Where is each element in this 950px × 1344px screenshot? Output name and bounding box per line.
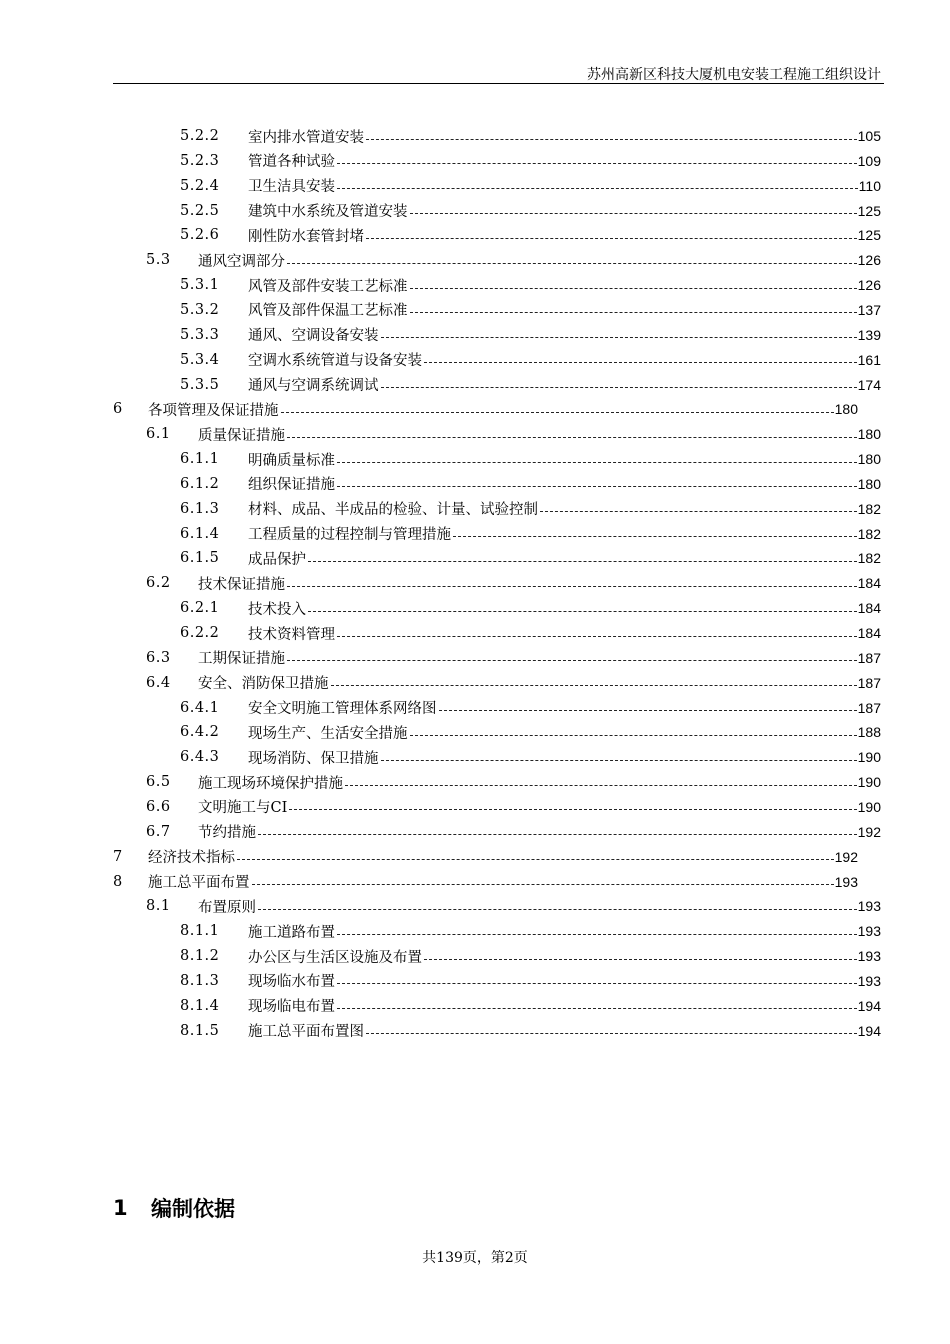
- toc-entry-title: 现场临电布置: [248, 999, 335, 1016]
- toc-dot-leader: [410, 312, 857, 313]
- toc-entry-title: 技术资料管理: [248, 626, 335, 643]
- toc-entry-number: 5.3.5: [180, 376, 220, 393]
- toc-entry[interactable]: [146, 894, 881, 918]
- toc-entry-number: 5.2.6: [180, 227, 220, 244]
- toc-entry[interactable]: [180, 199, 881, 223]
- toc-entry-page: 182: [857, 500, 881, 517]
- toc-dot-leader: [337, 486, 857, 487]
- toc-entry-page: 193: [857, 948, 881, 965]
- toc-entry-title: 质量保证措施: [198, 427, 285, 444]
- toc-entry-page: 180: [857, 475, 881, 492]
- toc-entry[interactable]: [180, 944, 881, 968]
- toc-entry-title: 通风空调部分: [198, 253, 285, 270]
- toc-entry-number: 6.2.1: [180, 600, 220, 617]
- toc-entry-title: 施工总平面布置图: [248, 1024, 364, 1041]
- toc-entry-number: 8.1.1: [180, 923, 220, 940]
- toc-entry-title: 安全文明施工管理体系网络图: [248, 701, 437, 718]
- toc-entry-page: 193: [857, 898, 881, 915]
- toc-entry-number: 8.1: [146, 898, 171, 915]
- toc-entry[interactable]: [180, 273, 881, 297]
- toc-entry-title: 通风、空调设备安装: [248, 328, 379, 345]
- toc-entry[interactable]: [180, 323, 881, 347]
- section-title: 编制依据: [151, 1197, 235, 1221]
- toc-entry-page: 187: [857, 674, 881, 691]
- toc-entry-title: 文明施工与CI: [198, 800, 288, 817]
- toc-entry-page: 125: [857, 202, 881, 219]
- toc-entry-page: 190: [857, 749, 881, 766]
- toc-entry-number: 6.2: [146, 575, 171, 592]
- toc-entry-title: 管道各种试验: [248, 154, 335, 171]
- toc-entry-page: 187: [857, 699, 881, 716]
- header-divider: [113, 83, 884, 84]
- toc-entry-title: 工期保证措施: [198, 651, 285, 668]
- toc-entry[interactable]: [180, 745, 881, 769]
- toc-entry[interactable]: [180, 596, 881, 620]
- toc-entry[interactable]: [180, 447, 881, 471]
- toc-entry-title: 空调水系统管道与设备安装: [248, 353, 422, 370]
- toc-entry-page: 190: [857, 798, 881, 815]
- toc-entry[interactable]: [180, 546, 881, 570]
- toc-dot-leader: [366, 139, 857, 140]
- toc-dot-leader: [287, 660, 857, 661]
- toc-entry-title: 工程质量的过程控制与管理措施: [248, 527, 451, 544]
- toc-entry-number: 5.3: [146, 252, 171, 269]
- toc-entry[interactable]: [146, 770, 881, 794]
- toc-entry[interactable]: [146, 820, 881, 844]
- toc-entry-number: 6.2.2: [180, 625, 220, 641]
- section-heading: [113, 1193, 235, 1223]
- toc-dot-leader: [287, 586, 857, 587]
- toc-entry[interactable]: [180, 223, 881, 247]
- toc-entry-title: 各项管理及保证措施: [148, 402, 279, 419]
- toc-entry-title: 成品保护: [248, 551, 306, 568]
- toc-entry[interactable]: [113, 845, 858, 869]
- toc-entry-number: 6.1.2: [180, 475, 220, 492]
- toc-entry-page: 182: [857, 550, 881, 567]
- toc-entry-title: 安全、消防保卫措施: [198, 676, 329, 693]
- toc-entry-number: 6.4.1: [180, 699, 220, 716]
- section-number: 1: [113, 1196, 128, 1220]
- toc-entry-title: 组织保证措施: [248, 477, 335, 494]
- toc-entry-page: 137: [857, 301, 881, 318]
- toc-entry-page: 187: [857, 649, 881, 666]
- toc-entry[interactable]: [113, 397, 858, 421]
- toc-entry[interactable]: [146, 571, 881, 595]
- toc-entry[interactable]: [180, 124, 881, 148]
- toc-entry-page: 192: [857, 823, 881, 840]
- toc-entry-number: 7: [113, 848, 123, 865]
- toc-entry-page: 180: [857, 426, 881, 443]
- toc-entry-title: 施工现场环境保护措施: [198, 775, 343, 792]
- toc-entry-number: 6.4.2: [180, 724, 220, 741]
- toc-entry-number: 5.2.2: [180, 128, 220, 144]
- toc-dot-leader: [410, 288, 857, 289]
- toc-entry-number: 6: [113, 401, 123, 418]
- toc-entry[interactable]: [180, 994, 881, 1018]
- toc-entry[interactable]: [180, 373, 881, 397]
- toc-entry-title: 明确质量标准: [248, 452, 335, 469]
- toc-dot-leader: [337, 163, 857, 164]
- toc-entry[interactable]: [180, 720, 881, 744]
- toc-entry[interactable]: [146, 795, 881, 819]
- toc-dot-leader: [424, 959, 857, 960]
- toc-dot-leader: [439, 710, 857, 711]
- toc-entry[interactable]: [180, 969, 881, 993]
- toc-entry-page: 126: [857, 277, 881, 294]
- toc-entry-number: 8.1.4: [180, 997, 220, 1014]
- toc-dot-leader: [410, 213, 857, 214]
- toc-entry-number: 6.1.5: [180, 550, 220, 567]
- toc-dot-leader: [331, 685, 857, 686]
- toc-entry[interactable]: [146, 671, 881, 695]
- toc-entry[interactable]: [146, 646, 881, 670]
- toc-entry-number: 8: [113, 873, 123, 890]
- toc-entry-number: 6.1.4: [180, 525, 220, 542]
- toc-dot-leader: [540, 511, 857, 512]
- toc-entry[interactable]: [180, 919, 881, 943]
- toc-entry-page: 126: [857, 252, 881, 269]
- toc-entry-page: 193: [857, 923, 881, 940]
- toc-entry-title: 办公区与生活区设施及布置: [248, 949, 422, 966]
- toc-entry[interactable]: [180, 348, 881, 372]
- toc-entry-number: 8.1.5: [180, 1022, 220, 1039]
- toc-dot-leader: [237, 859, 834, 860]
- toc-dot-leader: [281, 412, 834, 413]
- toc-entry-title: 节约措施: [198, 825, 256, 842]
- toc-entry[interactable]: [180, 174, 881, 198]
- toc-dot-leader: [345, 785, 857, 786]
- toc-entry-number: 5.2.4: [180, 177, 220, 194]
- toc-entry-number: 8.1.2: [180, 948, 220, 965]
- toc-entry-page: 110: [858, 177, 881, 194]
- toc-entry-page: 194: [857, 1022, 881, 1039]
- toc-entry-title: 室内排水管道安装: [248, 129, 364, 146]
- toc-entry-page: 174: [857, 376, 881, 393]
- toc-entry-page: 182: [857, 525, 881, 542]
- toc-entry-number: 6.1.1: [180, 451, 220, 468]
- toc-entry-title: 施工道路布置: [248, 924, 335, 941]
- toc-dot-leader: [308, 611, 857, 612]
- toc-entry-title: 建筑中水系统及管道安装: [248, 204, 408, 221]
- toc-entry-page: 190: [857, 774, 881, 791]
- toc-entry-page: 161: [857, 351, 881, 368]
- toc-entry-title: 风管及部件安装工艺标准: [248, 278, 408, 295]
- toc-entry-page: 184: [857, 575, 881, 592]
- toc-entry[interactable]: [146, 422, 881, 446]
- toc-entry-number: 6.4: [146, 674, 171, 691]
- toc-entry-number: 6.1: [146, 426, 171, 443]
- toc-entry-title: 技术投入: [248, 601, 306, 618]
- toc-entry-page: 109: [857, 152, 881, 169]
- toc-dot-leader: [289, 809, 856, 810]
- toc-dot-leader: [453, 536, 857, 537]
- toc-entry-title: 刚性防水套管封堵: [248, 228, 364, 245]
- toc-dot-leader: [337, 1008, 857, 1009]
- toc-entry-page: 180: [857, 451, 881, 468]
- toc-entry-title: 材料、成品、半成品的检验、计量、试验控制: [248, 502, 538, 519]
- toc-entry-number: 6.6: [146, 798, 171, 815]
- toc-entry-title: 风管及部件保温工艺标准: [248, 303, 408, 320]
- toc-entry-title: 现场临水布置: [248, 974, 335, 991]
- toc-dot-leader: [337, 934, 857, 935]
- toc-entry-page: 193: [834, 873, 858, 890]
- toc-entry-page: 194: [857, 997, 881, 1014]
- toc-entry-number: 6.5: [146, 774, 171, 791]
- toc-entry[interactable]: [180, 696, 881, 720]
- toc-entry-page: 193: [857, 972, 881, 989]
- header-title: 苏州高新区科技大厦机电安装工程施工组织设计: [587, 67, 881, 83]
- toc-entry-title: 通风与空调系统调试: [248, 378, 379, 394]
- toc-entry-page: 188: [857, 724, 881, 741]
- toc-entry[interactable]: [180, 298, 881, 322]
- toc-entry-title: 卫生洁具安装: [248, 179, 335, 196]
- toc-entry-page: 184: [857, 625, 881, 641]
- toc-entry-title: 布置原则: [198, 899, 256, 916]
- toc-dot-leader: [337, 636, 857, 637]
- toc-dot-leader: [366, 238, 857, 239]
- toc-dot-leader: [381, 760, 857, 761]
- toc-dot-leader: [381, 337, 857, 338]
- toc-entry[interactable]: [180, 522, 881, 546]
- page-footer: 共139页，第2页: [422, 1250, 528, 1266]
- toc-entry-number: 5.2.3: [180, 152, 220, 169]
- toc-entry-page: 105: [857, 128, 881, 144]
- toc-dot-leader: [258, 909, 857, 910]
- toc-entry-number: 5.3.3: [180, 326, 220, 343]
- toc-entry[interactable]: [180, 621, 881, 645]
- toc-entry-page: 192: [834, 848, 858, 865]
- toc-entry-title: 经济技术指标: [148, 850, 235, 867]
- toc-dot-leader: [410, 735, 857, 736]
- toc-entry-number: 6.7: [146, 823, 171, 840]
- toc-entry-page: 125: [857, 227, 881, 244]
- toc-entry[interactable]: [180, 149, 881, 173]
- toc-dot-leader: [308, 561, 857, 562]
- toc-entry[interactable]: [180, 1019, 881, 1043]
- toc-dot-leader: [258, 834, 857, 835]
- toc-dot-leader: [381, 387, 857, 388]
- toc-entry-number: 6.1.3: [180, 500, 220, 517]
- toc-entry-number: 8.1.3: [180, 972, 220, 989]
- toc-dot-leader: [337, 462, 857, 463]
- toc-dot-leader: [287, 263, 857, 264]
- toc-entry-number: 6.3: [146, 649, 171, 666]
- toc-dot-leader: [252, 884, 834, 885]
- toc-entry-title: 现场消防、保卫措施: [248, 750, 379, 767]
- toc-entry[interactable]: [146, 248, 881, 272]
- toc-entry-number: 5.3.4: [180, 351, 220, 368]
- toc-entry-title: 现场生产、生活安全措施: [248, 725, 408, 742]
- toc-entry-number: 5.3.2: [180, 301, 220, 318]
- toc-entry[interactable]: [180, 497, 881, 521]
- toc-dot-leader: [337, 983, 857, 984]
- toc-dot-leader: [424, 362, 857, 363]
- toc-entry[interactable]: [113, 870, 858, 894]
- toc-entry-page: 139: [857, 326, 881, 343]
- toc-dot-leader: [337, 188, 858, 189]
- toc-dot-leader: [287, 437, 857, 438]
- toc-entry[interactable]: [180, 472, 881, 496]
- toc-dot-leader: [366, 1033, 857, 1034]
- toc-entry-number: 6.4.3: [180, 749, 220, 766]
- toc-entry-number: 5.3.1: [180, 277, 220, 294]
- toc-entry-title: 技术保证措施: [198, 576, 285, 593]
- toc-entry-page: 180: [834, 401, 858, 418]
- toc-entry-number: 5.2.5: [180, 202, 220, 219]
- toc-entry-title: 施工总平面布置: [148, 875, 250, 891]
- toc-entry-page: 184: [857, 600, 881, 617]
